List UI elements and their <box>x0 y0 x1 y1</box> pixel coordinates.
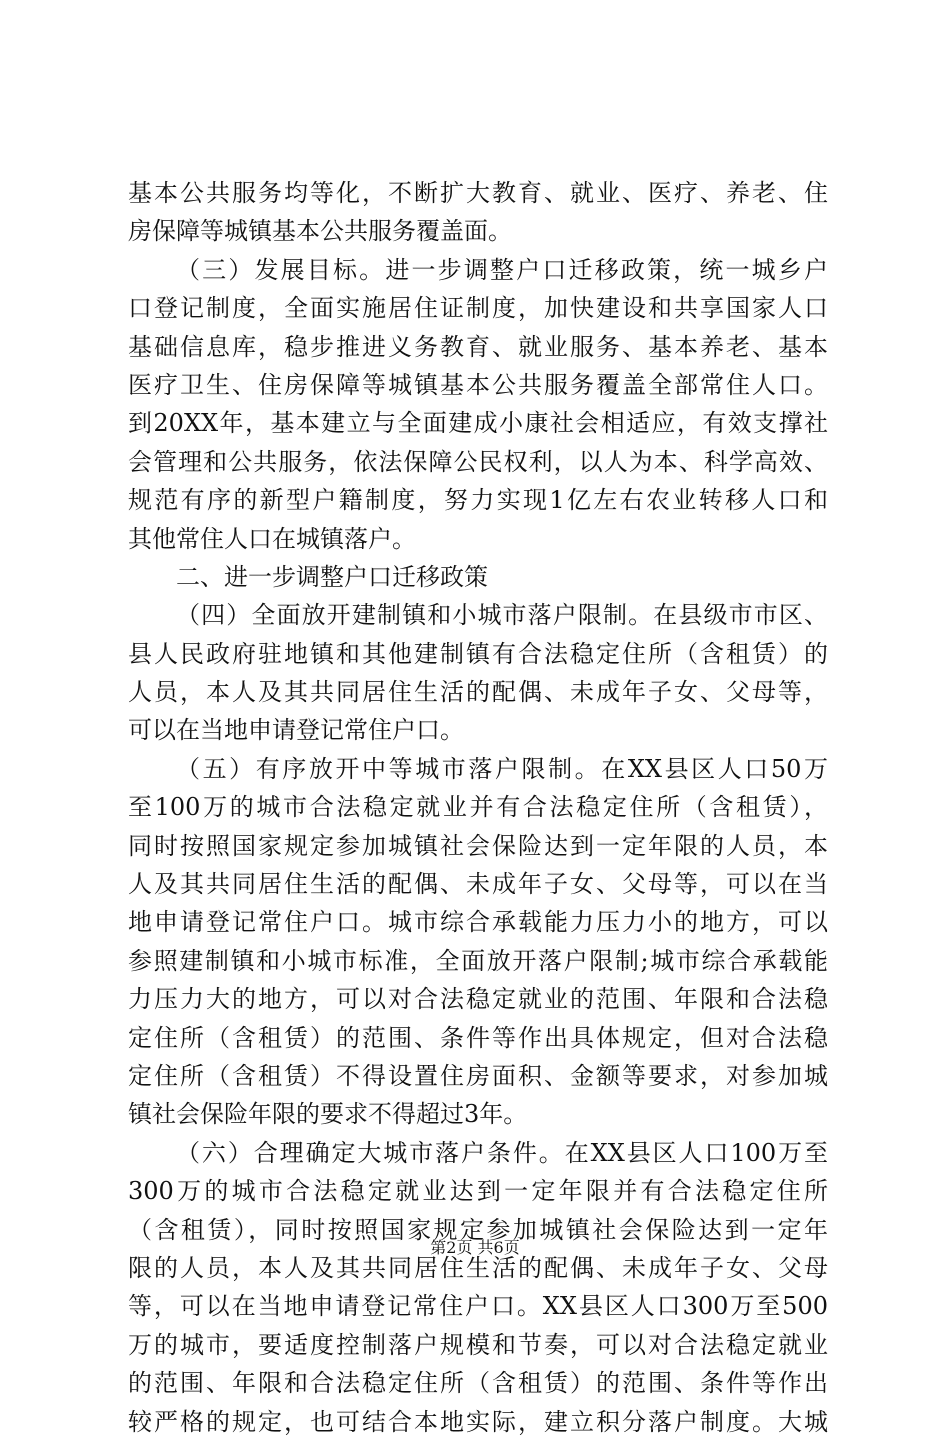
text-line: 300万的城市合法稳定就业达到一定年限并有合法稳定住所 <box>128 1177 828 1206</box>
text-line: 较严格的规定，也可结合本地实际，建立积分落户制度。大城 <box>128 1407 828 1436</box>
text-line: 基础信息库，稳步推进义务教育、就业服务、基本养老、基本 <box>128 332 828 361</box>
text-line: （五）有序放开中等城市落户限制。在XX县区人口50万 <box>176 754 828 783</box>
text-line: （六）合理确定大城市落户条件。在XX县区人口100万至 <box>176 1138 828 1167</box>
text-line: 的范围、年限和合法稳定住所（含租赁）的范围、条件等作出 <box>128 1369 828 1398</box>
text-line: （四）全面放开建制镇和小城市落户限制。在县级市市区、 <box>176 601 828 630</box>
text-line: 同时按照国家规定参加城镇社会保险达到一定年限的人员，本 <box>128 831 828 860</box>
text-line: 万的城市，要适度控制落户规模和节奏，可以对合法稳定就业 <box>128 1330 828 1359</box>
page-number-footer: 第2页 共6页 <box>430 1238 520 1257</box>
text-line: 口登记制度，全面实施居住证制度，加快建设和共享国家人口 <box>128 294 828 323</box>
text-line: 定住所（含租赁）不得设置住房面积、金额等要求，对参加城 <box>128 1061 828 1090</box>
text-line: 会管理和公共服务，依法保障公民权利，以人为本、科学高效、 <box>128 447 828 476</box>
text-line: 定住所（含租赁）的范围、条件等作出具体规定，但对合法稳 <box>128 1023 828 1052</box>
text-line: 地申请登记常住户口。城市综合承载能力压力小的地方，可以 <box>128 908 828 937</box>
text-line: 镇社会保险年限的要求不得超过3年。 <box>128 1100 528 1129</box>
text-line: 到20XX年，基本建立与全面建成小康社会相适应，有效支撑社 <box>128 409 828 438</box>
text-line: （三）发展目标。进一步调整户口迁移政策，统一城乡户 <box>176 255 828 284</box>
text-line: 县人民政府驻地镇和其他建制镇有合法稳定住所（含租赁）的 <box>128 639 828 668</box>
text-line: 基本公共服务均等化，不断扩大教育、就业、医疗、养老、住 <box>128 179 828 207</box>
text-line: 力压力大的地方，可以对合法稳定就业的范围、年限和合法稳 <box>128 985 828 1014</box>
text-line: 规范有序的新型户籍制度，努力实现1亿左右农业转移人口和 <box>128 486 828 515</box>
text-line: 限的人员，本人及其共同居住生活的配偶、未成年子女、父母 <box>128 1253 828 1282</box>
text-line: 二、进一步调整户口迁移政策 <box>176 562 488 591</box>
text-line: 至100万的城市合法稳定就业并有合法稳定住所（含租赁）， <box>128 793 828 822</box>
text-line: 参照建制镇和小城市标准，全面放开落户限制;城市综合承载能 <box>128 946 828 975</box>
text-line: 可以在当地申请登记常住户口。 <box>128 716 464 745</box>
text-line: （含租赁），同时按照国家规定参加城镇社会保险达到一定年 <box>128 1215 828 1244</box>
text-line: 其他常住人口在城镇落户。 <box>128 524 416 553</box>
text-line: 人及其共同居住生活的配偶、未成年子女、父母等，可以在当 <box>128 870 828 899</box>
text-line: 等，可以在当地申请登记常住户口。XX县区人口300万至500 <box>128 1292 828 1321</box>
text-line: 房保障等城镇基本公共服务覆盖面。 <box>128 217 512 246</box>
text-line: 人员，本人及其共同居住生活的配偶、未成年子女、父母等， <box>128 678 828 707</box>
text-line: 医疗卫生、住房保障等城镇基本公共服务覆盖全部常住人口。 <box>128 370 828 399</box>
